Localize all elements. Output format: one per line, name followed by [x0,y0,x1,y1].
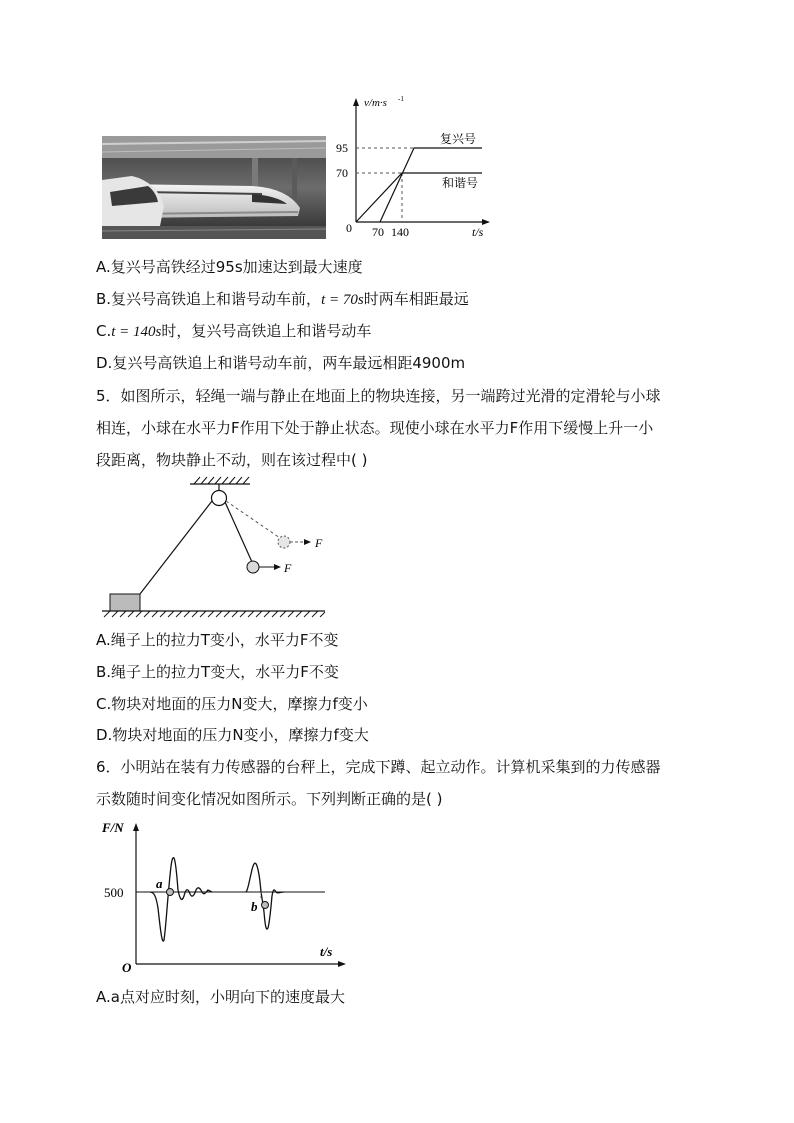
q5-stem-line-1: 5．如图所示，轻绳一端与静止在地面上的物块连接，另一端跨过光滑的定滑轮与小球 [96,387,661,405]
ft-origin: O [122,960,132,975]
rope-to-ball [225,502,252,562]
force-label-2: F [315,536,323,550]
vt-y-axis-label: v/m·s [364,97,387,109]
vt-tick-70: 70 [336,166,348,180]
q6-stem-line-2: 示数随时间变化情况如图所示。下列判断正确的是( ) [96,790,443,808]
q4-option-d: D.复兴号高铁追上和谐号动车前，两车最远相距4900m [96,354,466,372]
block [110,594,140,611]
q4-option-c-pre: C. [96,322,112,340]
vt-origin: 0 [346,221,352,235]
force-time-graph [100,816,350,976]
q4-option-c [96,321,371,342]
vt-graph [334,92,504,240]
pulley-diagram [100,474,340,618]
q5-option-b: B.绳子上的拉力T变大，水平力F不变 [96,663,339,681]
q4-option-c-math: t = 140s [111,324,162,340]
q4-option-b-post: 时两车相距最远 [363,290,469,308]
q5-option-c: C.物块对地面的压力N变大，摩擦力f变小 [96,695,368,713]
train-photo [102,136,326,239]
stand-curve [246,863,284,929]
ball-moved [278,536,290,548]
q5-option-a: A.绳子上的拉力T变小，水平力F不变 [96,631,339,649]
q4-option-a: A.复兴号高铁经过95s加速达到最大速度 [96,258,363,276]
ball [247,561,259,573]
q4-option-b-math: t = 70s [321,292,364,308]
force-label-1: F [284,561,292,575]
q5-stem-line-3: 段距离，物块静止不动，则在该过程中( ) [96,451,368,469]
q6-option-a: A.a点对应时刻，小明向下的速度最大 [96,988,345,1006]
q5-option-d: D.物块对地面的压力N变小，摩擦力f变大 [96,726,369,744]
ft-x-axis-label: t/s [320,944,333,959]
series-fuxing-label: 复兴号 [440,132,477,146]
q4-option-b-pre: B.复兴号高铁追上和谐号动车前， [96,290,322,308]
vt-x-axis-label: t/s [472,225,484,239]
q4-option-c-post: 时，复兴号高铁追上和谐号动车 [161,322,372,340]
q6-stem-line-1: 6．小明站在装有力传感器的台秤上，完成下蹲、起立动作。计算机采集到的力传感器 [96,758,661,776]
q4-option-b [96,289,469,310]
ft-y-axis-label: F/N [102,820,124,835]
point-a [167,889,174,896]
vt-tick-95: 95 [336,141,348,155]
point-b-label: b [251,899,258,914]
squat-curve [150,858,212,941]
pulley [212,491,227,506]
rope-to-block [140,501,212,594]
point-a-label: a [156,876,163,891]
series-hexie-label: 和谐号 [442,176,479,190]
vt-tick-x140: 140 [391,225,409,239]
ft-y-tick-500: 500 [104,885,124,900]
dashed-rope [226,501,280,538]
vt-y-axis-sup: -1 [398,95,404,103]
vt-tick-x70: 70 [372,225,384,239]
point-b [262,902,269,909]
q5-stem-line-2: 相连，小球在水平力F作用下处于静止状态。现使小球在水平力F作用下缓慢上升一小 [96,419,654,437]
